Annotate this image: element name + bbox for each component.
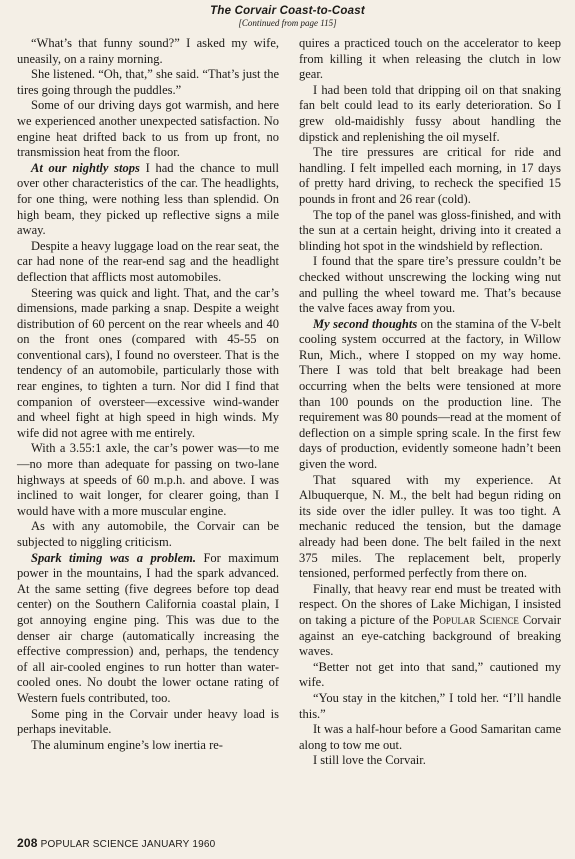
left-column [17,36,279,753]
paragraph-text: The aluminum engine’s low inertia re- [31,737,223,752]
paragraph [17,98,279,160]
magazine-name-inline: Popular Science [432,612,519,627]
paragraph [17,286,279,442]
paragraph-text: Finally, that heavy rear end must be treated with respect. On the shores of Lake Michigan, I insisted on taking a picture of the [299,581,561,627]
paragraph [299,317,561,473]
paragraph [299,722,561,753]
paragraph-text: Steering was quick and light. That, and the car’s dimensions, made parking a snap. Despite a weight distribution of 60 percent on the rear wheels and 40 on the front ones (compared with 45-55 on conventional cars), I found no oversteer. That is the tendency of an automobile, particularly those with rear engines, to tighten a turn. Nor did I find that companion of oversteer—excessive wind-wander and wheel fight at high speed in high winds. My wife did not agree with me entirely. [17,285,279,440]
paragraph [17,67,279,98]
paragraph-text: Despite a heavy luggage load on the rear seat, the car had none of the rear-end sag and the headlight deflection that afflicts most automobiles. [17,238,279,284]
paragraph [299,254,561,316]
paragraph-lead-in: Spark timing was a problem. [31,550,196,565]
paragraph-text: Corvair against an eye-catching background of breaking waves. [299,612,562,659]
paragraph [299,145,561,207]
issue-date: JANUARY 1960 [141,839,216,850]
paragraph-text: “You stay in the kitchen,” I told her. “I’ll handle this.” [299,690,561,721]
paragraph-lead-in: My second thoughts [313,316,418,331]
paragraph [299,753,561,769]
article-title: The Corvair Coast-to-Coast [210,5,365,17]
paragraph [17,161,279,239]
paragraph-text: I had the chance to mull over other characteristics of the car. The headlights, for one thing, were nothing less than splendid. On high beam, they picked up reflective signs a mile away. [17,160,279,238]
paragraph [17,36,279,67]
paragraph-text: It was a half-hour before a Good Samaritan came along to tow me out. [299,722,561,752]
paragraph [17,738,279,754]
paragraph-text: The top of the panel was gloss-finished, and with the sun at a certain height, driving into it created a blinding hot spot in the windshield by reflection. [299,207,561,253]
paragraph-text: Some ping in the Corvair under heavy load is perhaps inevitable. [17,706,279,737]
continued-note: [Continued from page 115] [238,17,337,28]
paragraph [299,582,561,660]
page-header [0,6,575,28]
paragraph-text: I found that the spare tire’s pressure couldn’t be checked without unscrewing the locking wing nut and pulling the wheel toward me. That’s because the valve faces away from you. [299,254,561,316]
paragraph-text: For maximum power in the mountains, I had the spark advanced. At the same setting (five degrees before top dead center) on the Southern California coastal plain, I got annoying engine ping. This was due to the denser air charge (automatically increasing the effective compression) and, perhaps, the tendency of all air-cooled engines to run hotter than water-cooled ones. No doubt the lower octane rating of Western fuels contributed, too. [17,550,279,705]
paragraph [299,208,561,255]
paragraph-text: I had been told that dripping oil on that snaking fan belt could lead to its early deterioration. So I grew old-maidishly fussy about handling the dipstick and replenishing the oil myself. [299,82,561,144]
paragraph-text: on the stamina of the V-belt cooling system occurred at the factory, in Willow Run, Mich., where I stopped on my way home. There I was told that belt breakage had been occurring when the belts were tensioned at more than 100 pounds on the production line. The requirement was 80 pounds—read at the moment of deflection on a simple spring scale. In the first few days of production, evidently someone hadn’t been given the word. [299,316,561,472]
paragraph [17,441,279,519]
magazine-name: POPULAR SCIENCE [40,839,139,850]
paragraph [299,36,561,83]
paragraph-text: She listened. “Oh, that,” she said. “That’s just the tires going through the puddles.” [17,67,279,97]
paragraph [17,519,279,550]
paragraph [299,473,561,582]
paragraph [17,707,279,738]
paragraph-text: quires a practiced touch on the accelerator to keep from killing it when releasing the clutch in low gear. [299,36,561,82]
page-number: 208 [17,836,38,850]
page-footer [17,836,215,850]
right-column [299,36,561,769]
paragraph [299,691,561,722]
paragraph-text: “What’s that funny sound?” I asked my wife, uneasily, on a rainy morning. [17,36,279,66]
paragraph-text: As with any automobile, the Corvair can be subjected to niggling criticism. [17,519,279,549]
paragraph [17,239,279,286]
paragraph [299,83,561,145]
paragraph-text: “Better not get into that sand,” cautioned my wife. [299,659,561,690]
paragraph-text: With a 3.55:1 axle, the car’s power was—to me—no more than adequate for passing on two-lane highways at speeds of 60 m.p.h. and above. I was inclined to wait longer, for clearer going, than I would have with a more muscular engine. [17,441,279,518]
paragraph-text: That squared with my experience. At Albuquerque, N. M., the belt had begun riding on its side over the idler pulley. It was too tight. A mechanic reduced the tension, but the damage already had been done. The belt failed in the next 375 miles. The replacement belt, properly tensioned, performed perfectly from there on. [299,472,561,581]
paragraph-lead-in: At our nightly stops [31,160,140,175]
paragraph [299,660,561,691]
paragraph [17,551,279,707]
paragraph-text: I still love the Corvair. [313,753,426,768]
paragraph-text: Some of our driving days got warmish, and here we experienced another unexpected satisfaction. No engine heat drifted back to us from up front, no transmission heat from the floor. [17,98,279,160]
paragraph-text: The tire pressures are critical for ride and handling. I felt impelled each morning, in 17 days of pretty hard driving, to recheck the specified 15 pounds in front and 26 rear (cold). [299,145,561,206]
